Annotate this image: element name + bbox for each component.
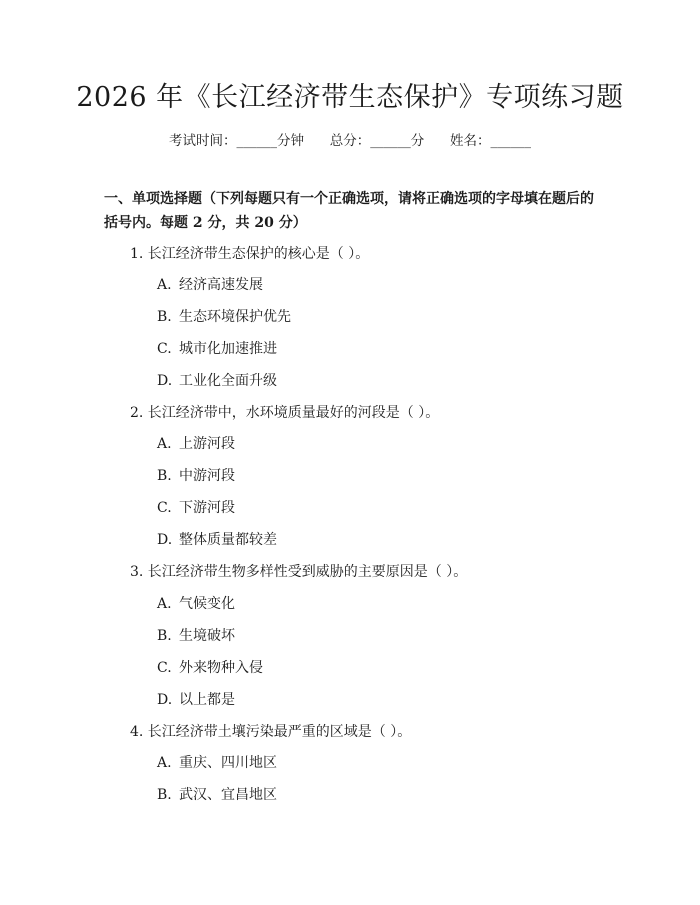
option-text: 经济高速发展 (179, 277, 263, 293)
option-text: 下游河段 (179, 500, 235, 516)
question-2: 2. 长江经济带中，水环境质量最好的河段是（ ）。 (130, 405, 440, 421)
option-letter: D. (157, 532, 173, 548)
question-3-option-c (157, 658, 557, 678)
question-1-option-a (157, 275, 557, 295)
option-text: 生态环境保护优先 (179, 309, 291, 325)
question-1-option-d (157, 371, 557, 391)
option-letter: B. (157, 628, 172, 644)
question-3-option-a (157, 594, 557, 614)
option-letter: B. (157, 787, 172, 803)
option-text: 整体质量都较差 (179, 532, 277, 548)
option-text: 上游河段 (179, 436, 235, 452)
option-letter: C. (157, 660, 172, 676)
option-letter: D. (157, 692, 173, 708)
option-letter: A. (157, 596, 172, 612)
option-text: 中游河段 (179, 468, 235, 484)
question-2-option-b (157, 466, 557, 486)
question-4-option-b (157, 785, 557, 805)
option-letter: A. (157, 277, 172, 293)
option-text: 以上都是 (179, 692, 235, 708)
option-text: 外来物种入侵 (179, 660, 263, 676)
option-text: 工业化全面升级 (179, 373, 277, 389)
option-letter: A. (157, 755, 172, 771)
question-1-option-b (157, 307, 557, 327)
option-letter: A. (157, 436, 172, 452)
question-1-option-c (157, 339, 557, 359)
option-letter: C. (157, 341, 172, 357)
option-text: 重庆、四川地区 (179, 755, 277, 771)
question-2-option-c (157, 498, 557, 518)
option-letter: C. (157, 500, 172, 516)
option-text: 生境破坏 (179, 628, 235, 644)
question-4: 4. 长江经济带土壤污染最严重的区域是（ ）。 (130, 724, 412, 740)
question-3: 3. 长江经济带生物多样性受到威胁的主要原因是（ ）。 (130, 564, 468, 580)
option-text: 城市化加速推进 (179, 341, 277, 357)
question-3-option-d (157, 690, 557, 710)
option-letter: D. (157, 373, 173, 389)
section-heading: 一、单项选择题（下列每题只有一个正确选项，请将正确选项的字母填在题后的括号内。每题 2 分，共 20 分） (104, 191, 594, 231)
option-text: 武汉、宜昌地区 (179, 787, 277, 803)
page-title: 2026 年《长江经济带生态保护》专项练习题 (76, 82, 624, 113)
question-4-option-a (157, 753, 557, 773)
exam-info-line: 考试时间：______分钟 总分：______分 姓名：______ (169, 133, 531, 149)
question-1: 1. 长江经济带生态保护的核心是（ ）。 (130, 246, 370, 262)
question-3-option-b (157, 626, 557, 646)
option-text: 气候变化 (179, 596, 235, 612)
option-letter: B. (157, 309, 172, 325)
option-letter: B. (157, 468, 172, 484)
question-2-option-a (157, 434, 557, 454)
question-2-option-d (157, 530, 557, 550)
